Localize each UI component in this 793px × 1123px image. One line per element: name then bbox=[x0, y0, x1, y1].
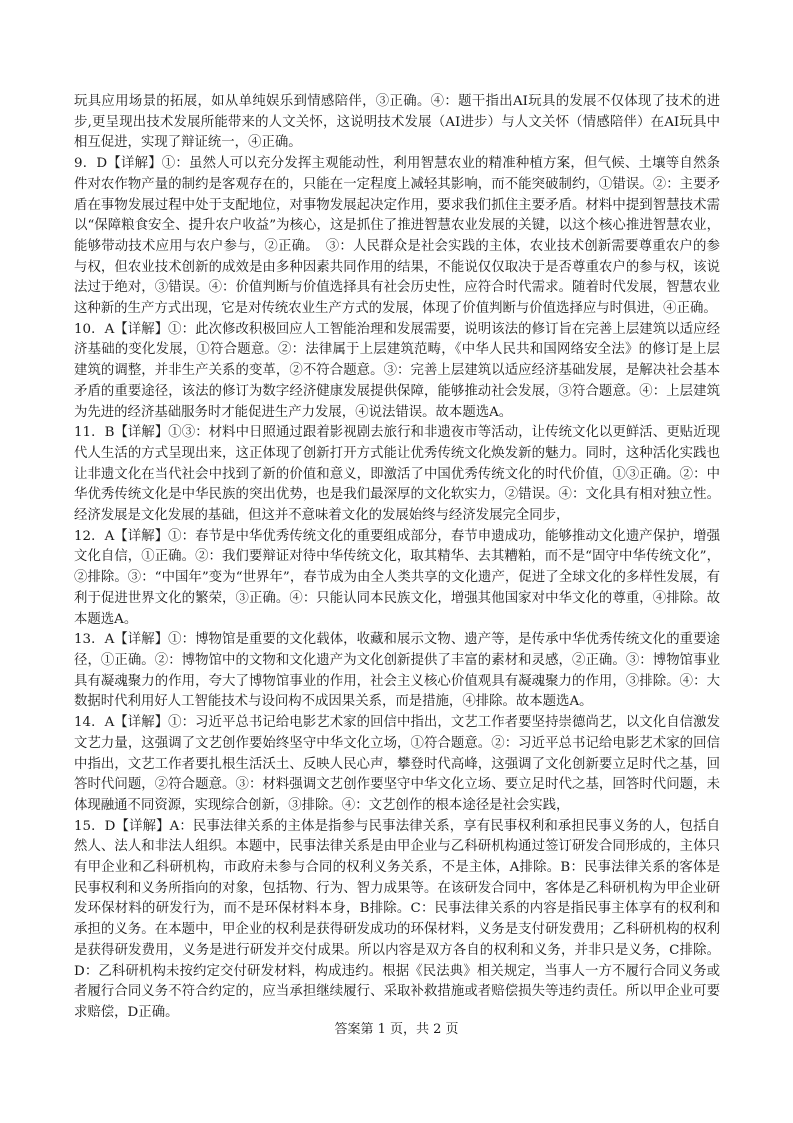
answer-10: 10．A【详解】①：此次修改积极回应人工智能治理和发展需要，说明该法的修订旨在完善上层建筑以适应经济基础的变化发展，①符合题意。②：法律属于上层建筑范畴，《中华人民共和国网络安全法》的修订是上层建筑的调整，并非生产关系的变革，②不符合题意。③：完善上层建筑以适应经济基础发展，是解决社会基本矛盾的重要途径，该法的修订为数字经济健康发展提供保障，能够推动社会发展，③符合题意。④：上层建筑为先进的经济基础服务时才能促进生产力发展，④说法错误。故本题选A。 bbox=[74, 321, 720, 420]
answer-12: 12．A【详解】①：春节是中华优秀传统文化的重要组成部分，春节申遗成功，能够推动文化遗产保护，增强文化自信，①正确。②：我们要辩证对待中华传统文化，取其精华、去其糟粕，而不是“固守中华传统文化”，②排除。③：“中国年”变为“世界年”，春节成为由全人类共享的文化遗产，促进了全球文化的多样性发展，有利于促进世界文化的繁荣，③正确。④：只能认同本民族文化，增强其他国家对中华文化的尊重，④排除。故本题选A。 bbox=[74, 528, 720, 627]
answer-13: 13．A【详解】①：博物馆是重要的文化载体，收藏和展示文物、遗产等，是传承中华优秀传统文化的重要途径，①正确。②：博物馆中的文物和文化遗产为文化创新提供了丰富的素材和灵感，②正确。③：博物馆事业具有凝魂聚力的作用，夸大了博物馆事业的作用，社会主义核心价值观具有凝魂聚力的作用，③排除。④：大数据时代利用好人工智能技术与设问构不成因果关系，而是措施，④排除。故本题选A。 bbox=[74, 632, 720, 710]
answer-content bbox=[74, 92, 720, 1024]
answer-9: 9．D【详解】①：虽然人可以充分发挥主观能动性，利用智慧农业的精准种植方案，但气候、土壤等自然条件对农作物产量的制约是客观存在的，只能在一定程度上减轻其影响，而不能突破制约，①错误。②：主要矛盾在事物发展过程中处于支配地位，对事物发展起决定作用，要求我们抓住主要矛盾。材料中提到智慧技术需以“保障粮食安全、提升农户收益”为核心，这是抓住了推进智慧农业发展的关键，以这个核心推进智慧农业，能够带动技术应用与农户参与，②正确。 ③：人民群众是社会实践的主体，农业技术创新需要尊重农户的参与权，但农业技术创新的成效是由多种因素共同作用的结果，不能说仅仅取决于是否尊重农户的参与权，该说法过于绝对，③错误。④：价值判断与价值选择具有社会历史性，应符合时代需求。随着时代发展，智慧农业这种新的生产方式出现，它是对传统农业生产方式的发展，体现了价值判断与价值选择应与时俱进，④正确。 bbox=[74, 156, 720, 317]
page-footer: 答案第 1 页，共 2 页 bbox=[334, 1022, 459, 1037]
answer-11: 11．B【详解】①③：材料中日照通过跟着影视剧去旅行和非遗夜市等活动，让传统文化以更鲜活、更贴近现代人生活的方式呈现出来，这正体现了创新打开方式能让优秀传统文化焕发新的魅力。同时，这种活化实践也让非遗文化在当代社会中找到了新的价值和意义，即激活了中国优秀传统文化的时代价值，①③正确。②：中华优秀传统文化是中华民族的突出优势，也是我们最深厚的文化软实力，②错误。④：文化具有相对独立性。经济发展是文化发展的基础，但这并不意味着文化的发展始终与经济发展完全同步， bbox=[74, 425, 720, 524]
answer-8-continued: 玩具应用场景的拓展，如从单纯娱乐到情感陪伴，③正确。④：题干指出AI玩具的发展不仅体现了技术的进步,更呈现出技术发展所能带来的人文关怀，这说明技术发展（AI进步）与人文关怀（情感陪伴）在AI玩具中相互促进，实现了辩证统一，④正确。 bbox=[74, 94, 720, 151]
answer-15: 15．D【详解】A：民事法律关系的主体是指参与民事法律关系，享有民事权利和承担民事义务的人，包括自然人、法人和非法人组织。本题中，民事法律关系是由甲企业与乙科研机构通过签订研发合同形成的，主体只有甲企业和乙科研机构，市政府未参与合同的权利义务关系，不是主体，A排除。B：民事法律关系的客体是民事权利和义务所指向的对象，包括物、行为、智力成果等。在该研发合同中，客体是乙科研机构为甲企业研发环保材料的研发行为，而不是环保材料本身，B排除。C：民事法律关系的内容是指民事主体享有的权利和承担的义务。在本题中，甲企业的权利是获得研发成功的环保材料，义务是支付研发费用；乙科研机构的权利是获得研发费用，义务是进行研发并交付成果。所以内容是双方各自的权利和义务，并非只是义务，C排除。D：乙科研机构未按约定交付研发材料，构成违约。根据《民法典》相关规定，当事人一方不履行合同义务或者履行合同义务不符合约定的，应当承担继续履行、采取补救措施或者赔偿损失等违约责任。所以甲企业可要求赔偿，D正确。 bbox=[74, 818, 720, 1020]
answer-14: 14．A【详解】①：习近平总书记给电影艺术家的回信中指出，文艺工作者要坚持崇德尚艺，以文化自信激发文艺力量，这强调了文艺创作要始终坚守中华文化立场，①符合题意。②：习近平总书记给电影艺术家的回信中指出，文艺工作者要扎根生活沃土、反映人民心声，攀登时代高峰，这强调了文化创新要立足时代之基，回答时代问题，②符合题意。③：材料强调文艺创作要坚守中华文化立场、要立足时代之基，回答时代问题，未体现融通不同资源，实现综合创新，③排除。④：文艺创作的根本途径是社会实践， bbox=[74, 715, 720, 813]
